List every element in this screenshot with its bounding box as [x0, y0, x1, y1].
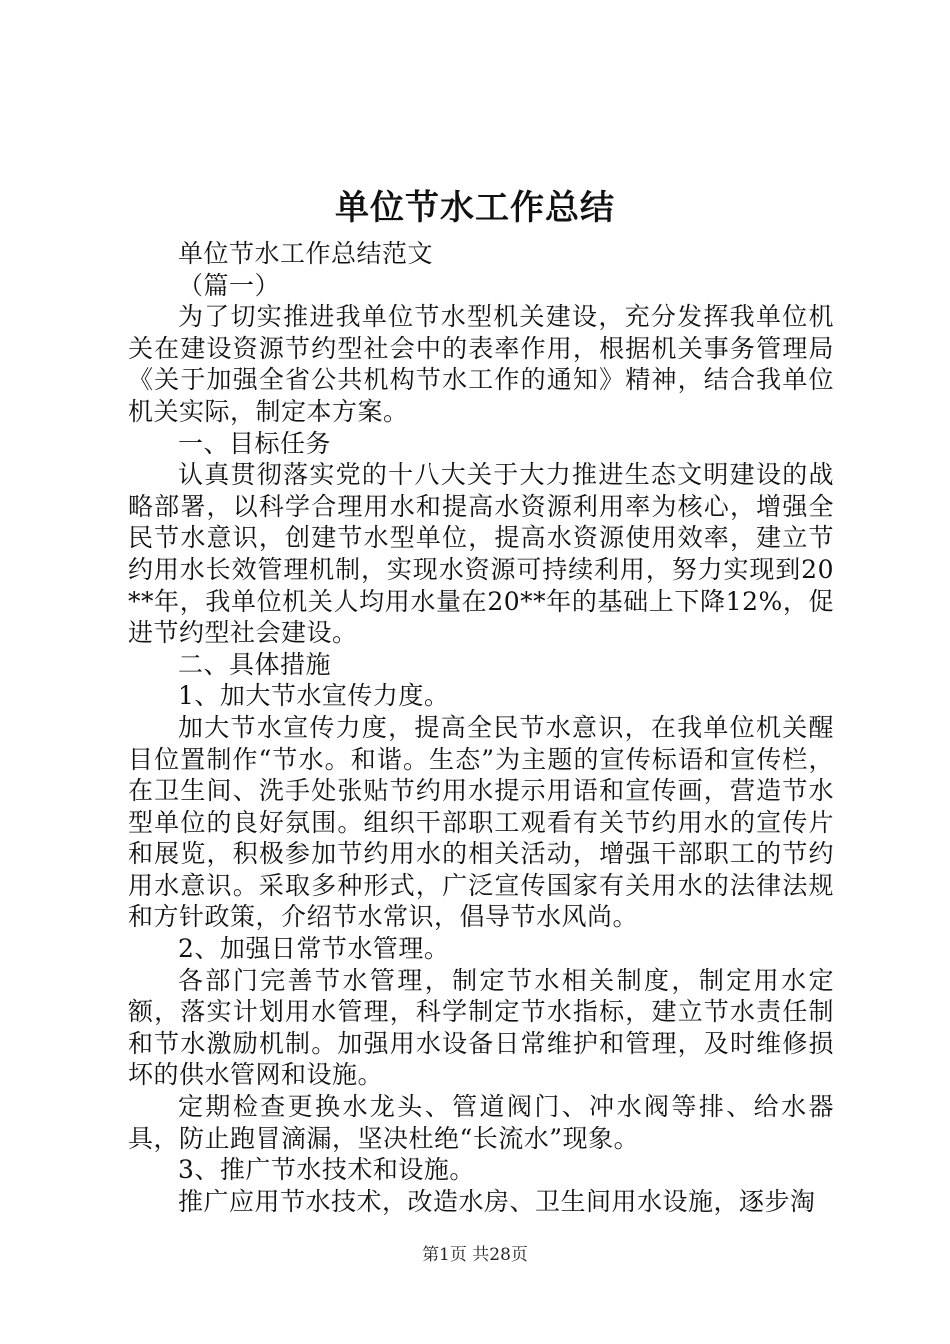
body-paragraph: 为了切实推进我单位节水型机关建设，充分发挥我单位机关在建设资源节约型社会中的表率作用，根据机关事务管理局《关于加强全省公共机构节水工作的通知》精神，结合我单位机关实际，制定本方案。: [128, 302, 834, 426]
body-paragraph: 定期检查更换水龙头、管道阀门、冲水阀等排、给水器具，防止跑冒滴漏，坚决杜绝“长流水”现象。: [128, 1092, 834, 1153]
section-heading: 二、具体措施: [178, 649, 332, 679]
document-title: 单位节水工作总结: [335, 188, 615, 228]
body-paragraph: 认真贯彻落实党的十八大关于大力推进生态文明建设的战略部署，以科学合理用水和提高水资源利用率为核心，增强全民节水意识，创建节水型单位，提高水资源使用效率，建立节约用水长效管理机制，实现水资源可持续利用，努力实现到20**年，我单位机关人均用水量在20**年的基础上下降12%，促进节约型社会建设。: [128, 460, 834, 648]
section-label-paragraph: （篇一）: [178, 270, 281, 300]
subsection-heading: 3、推广节水技术和设施。: [178, 1155, 475, 1185]
page-number-footer: 第1页 共28页: [422, 1245, 528, 1265]
body-paragraph: 推广应用节水技术，改造水房、卫生间用水设施，逐步淘: [178, 1186, 816, 1216]
body-paragraph: 各部门完善节水管理，制定节水相关制度，制定用水定额，落实计划用水管理，科学制定节水指标，建立节水责任制和节水激励机制。加强用水设备日常维护和管理，及时维修损坏的供水管网和设施。: [128, 965, 834, 1090]
section-heading: 一、目标任务: [178, 428, 332, 458]
body-paragraph: 加大节水宣传力度，提高全民节水意识，在我单位机关醒目位置制作“节水。和谐。生态”为主题的宣传标语和宣传栏，在卫生间、洗手处张贴节约用水提示用语和宣传画，营造节水型单位的良好氛围。组织干部职工观看有关节约用水的宣传片和展览，积极参加节约用水的相关活动，增强干部职工的节约用水意识。采取多种形式，广泛宣传国家有关用水的法律法规和方针政策，介绍节水常识，倡导节水风尚。: [128, 712, 834, 932]
document-body: [128, 238, 834, 1217]
subsection-heading: 1、加大节水宣传力度。: [178, 681, 450, 711]
subsection-heading: 2、加强日常节水管理。: [178, 934, 450, 964]
subtitle-paragraph: 单位节水工作总结范文: [178, 239, 434, 268]
